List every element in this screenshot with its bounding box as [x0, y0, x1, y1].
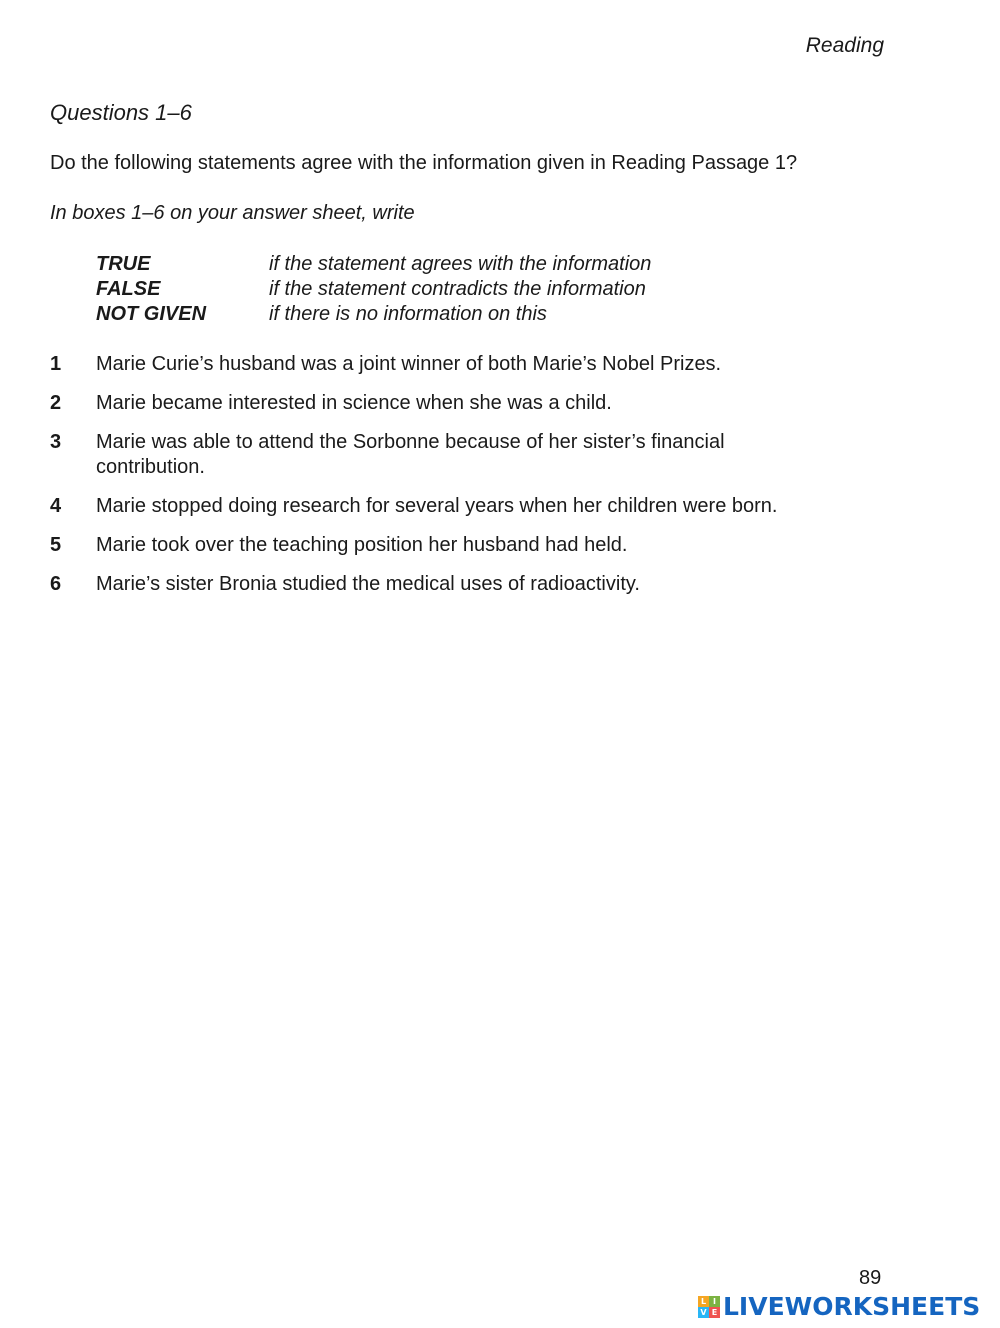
answer-key-row-not-given: [96, 302, 796, 327]
answer-key-label: TRUE: [96, 253, 151, 275]
question-number: 3: [50, 431, 62, 453]
answer-key-description: if there is no information on this: [269, 303, 547, 325]
answer-key-row-true: [96, 252, 796, 277]
section-title: Questions 1–6: [50, 100, 192, 125]
question-item: [50, 533, 890, 558]
question-text: Marie was able to attend the Sorbonne because of her sister’s financial contribution.: [96, 431, 725, 478]
answer-key-row-false: [96, 277, 796, 302]
question-item: [50, 430, 890, 480]
question-number: 5: [50, 534, 62, 556]
question-text: Marie became interested in science when she was a child.: [96, 392, 612, 414]
question-item: [50, 352, 890, 377]
question-item: [50, 494, 890, 519]
question-text: Marie Curie’s husband was a joint winner of both Marie’s Nobel Prizes.: [96, 353, 722, 375]
question-item: [50, 391, 890, 416]
sub-instruction-text: In boxes 1–6 on your answer sheet, write: [50, 202, 415, 224]
page-number: 89: [859, 1267, 882, 1289]
answer-key-description: if the statement contradicts the information: [269, 278, 646, 300]
liveworksheets-brand[interactable]: [698, 1292, 980, 1321]
answer-key-label: NOT GIVEN: [96, 303, 207, 325]
logo-tile: E: [709, 1307, 720, 1318]
question-number: 6: [50, 573, 62, 595]
question-list: [50, 352, 890, 611]
liveworksheets-logo-icon: [698, 1296, 720, 1318]
answer-key-description: if the statement agrees with the information: [269, 253, 652, 275]
instruction-text: Do the following statements agree with the information given in Reading Passage 1?: [50, 152, 798, 174]
question-number: 2: [50, 392, 62, 414]
brand-wordmark: LIVEWORKSHEETS: [723, 1292, 981, 1321]
question-number: 4: [50, 495, 62, 517]
logo-tile: V: [698, 1307, 709, 1318]
question-text: Marie took over the teaching position her husband had held.: [96, 534, 628, 556]
answer-key-label: FALSE: [96, 278, 161, 300]
answer-key: [96, 252, 796, 327]
logo-tile: I: [709, 1296, 720, 1307]
logo-tile: L: [698, 1296, 709, 1307]
question-text: Marie stopped doing research for several years when her children were born.: [96, 495, 778, 517]
running-head: Reading: [805, 34, 884, 57]
question-text: Marie’s sister Bronia studied the medical uses of radioactivity.: [96, 573, 640, 595]
question-number: 1: [50, 353, 62, 375]
question-item: [50, 572, 890, 597]
